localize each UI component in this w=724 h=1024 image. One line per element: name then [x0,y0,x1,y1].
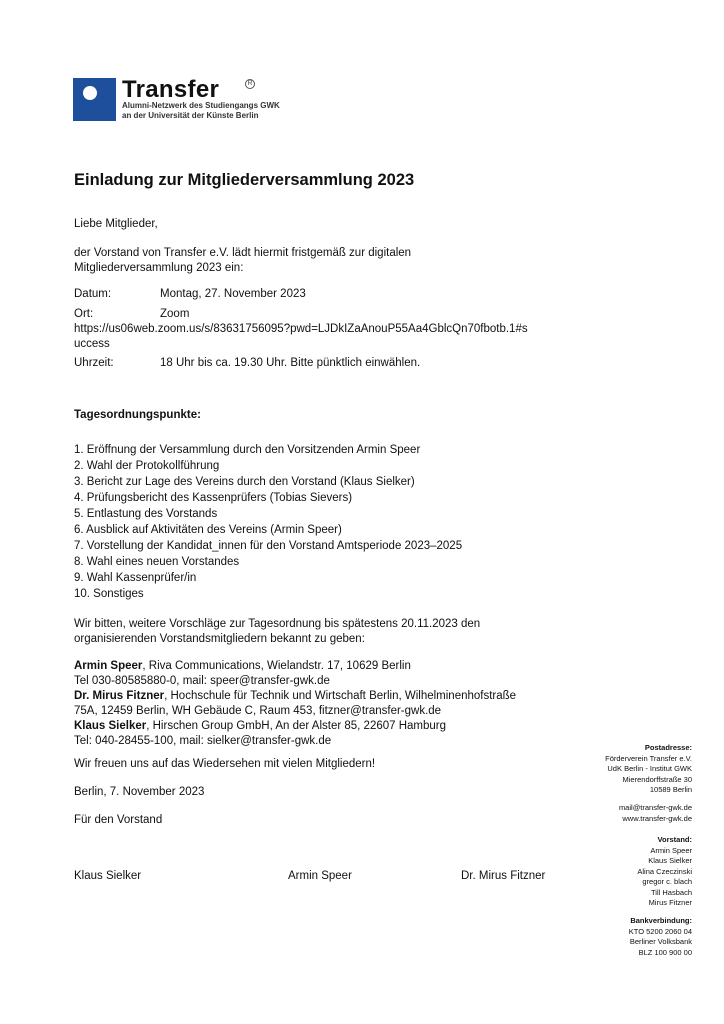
contact-name: Klaus Sielker [74,720,147,732]
logo-dot [83,86,97,100]
sidebar-web-link[interactable]: www.transfer-gwk.de [622,813,692,823]
contact-address: , Hirschen Group GmbH, An der Alster 85, 22607 Hamburg [146,720,447,732]
contact-1 [74,659,516,674]
sidebar-line: Armin Speer [650,845,692,855]
ort-row [74,307,574,322]
agenda-item: 1. Eröffnung der Versammlung durch den Vorsitzenden Armin Speer [74,444,421,456]
agenda-item: 6. Ausblick auf Aktivitäten des Vereins (Armin Speer) [74,524,342,536]
logo-subtitle-line: an der Universität der Künste Berlin [122,111,259,120]
sidebar-heading: Postadresse: [644,743,692,752]
sidebar-bank [629,916,692,958]
sidebar-line: Berliner Volksbank [629,937,692,946]
agenda-item: 2. Wahl der Protokollführung [74,460,220,472]
uhrzeit-value: 18 Uhr bis ca. 19.30 Uhr. Bitte pünktlich einwählen. [160,357,421,369]
contacts [74,659,516,749]
sidebar-line: Mirus Fitzner [648,898,692,907]
sidebar-line: 10589 Berlin [649,785,692,794]
signature-name: Dr. Mirus Fitzner [461,870,546,882]
zoom-link-cont[interactable]: uccess [74,338,110,350]
sidebar-postadresse [605,743,692,796]
closing: Wir freuen uns auf das Wiedersehen mit vielen Mitgliedern! [74,758,376,770]
datum-value: Montag, 27. November 2023 [160,288,306,300]
logo-subtitle-line: Alumni-Netzwerk des Studiengangs GWK [122,101,280,110]
agenda-item: 4. Prüfungsbericht des Kassenprüfers (Tobias Sievers) [74,492,353,504]
sidebar-line: gregor c. blach [642,877,692,886]
agenda-item: 9. Wahl Kassenprüfer/in [74,572,197,584]
intro-line: der Vorstand von Transfer e.V. lädt hiermit fristgemäß zur digitalen [74,247,412,259]
sidebar-web [619,803,692,824]
uhrzeit-row [74,356,574,371]
agenda-item: 7. Vorstellung der Kandidat_innen für den Vorstand Amtsperiode 2023–2025 [74,540,463,552]
agenda-heading: Tagesordnungspunkte: [74,409,201,421]
ort-value: Zoom [160,308,190,320]
request-line: Wir bitten, weitere Vorschläge zur Tagesordnung bis spätestens 20.11.2023 den [74,618,481,630]
contact-address: , Riva Communications, Wielandstr. 17, 10629 Berlin [142,660,411,672]
contact-phone-mail: Tel: 040-28455-100, mail: sielker@transfer-gwk.de [74,735,332,747]
sidebar-line: UdK Berlin - Institut GWK [607,764,692,773]
sidebar-line: Klaus Sielker [648,856,692,865]
logo-name: Transfer [122,76,220,103]
meeting-details [74,287,574,371]
agenda-item: 10. Sonstiges [74,588,144,600]
datum-row [74,287,574,302]
sidebar-line: Till Hasbach [651,887,692,897]
contact-address-cont: 75A, 12459 Berlin, WH Gebäude C, Raum 453, fitzner@transfer-gwk.de [74,705,442,717]
contact-2 [74,689,516,704]
sidebar-line: BLZ 100 900 00 [638,947,692,957]
contact-address: , Hochschule für Technik und Wirtschaft Berlin, Wilhelminenhofstraße [164,690,517,702]
sidebar-heading: Vorstand: [657,835,692,844]
logo-mark [73,78,116,121]
registered-icon: R [245,79,255,89]
intro [74,246,411,276]
contact-3 [74,719,516,734]
signature-name: Klaus Sielker [74,870,142,882]
datum-label: Datum: [74,288,112,300]
ort-label: Ort: [74,308,94,320]
sidebar-heading: Bankverbindung: [630,916,692,925]
request-text [74,617,480,647]
uhrzeit-label: Uhrzeit: [74,357,114,369]
sidebar-mail-link[interactable]: mail@transfer-gwk.de [618,803,692,812]
intro-line: Mitgliederversammlung 2023 ein: [74,262,244,274]
sidebar-line: Alina Czeczinski [637,866,692,876]
logo-subtitle [122,101,280,121]
zoom-link[interactable]: https://us06web.zoom.us/s/83631756095?pwd=LJDkIZaAnouP55Aa4GblcQn70fbotb.1#s [74,323,528,335]
greeting: Liebe Mitglieder, [74,218,158,230]
sidebar-line: KTO 5200 2060 04 [628,926,692,936]
contact-phone-mail: Tel 030-80585880-0, mail: speer@transfer-gwk.de [74,675,330,687]
fuer-vorstand: Für den Vorstand [74,814,163,826]
agenda-item: 8. Wahl eines neuen Vorstandes [74,556,240,568]
agenda-list [74,442,462,602]
sidebar-vorstand [637,835,692,909]
agenda-item: 3. Bericht zur Lage des Vereins durch den Vorstand (Klaus Sielker) [74,476,415,488]
page-title: Einladung zur Mitgliederversammlung 2023 [74,171,415,189]
contact-name: Dr. Mirus Fitzner [74,690,165,702]
sidebar-line: Mierendorffstraße 30 [622,774,692,784]
contact-name: Armin Speer [74,660,143,672]
signature-name: Armin Speer [288,870,352,882]
place-date: Berlin, 7. November 2023 [74,786,205,798]
request-line: organisierenden Vorstandsmitgliedern bekannt zu geben: [74,633,365,645]
sidebar-line: Förderverein Transfer e.V. [605,753,692,763]
agenda-item: 5. Entlastung des Vorstands [74,508,218,520]
